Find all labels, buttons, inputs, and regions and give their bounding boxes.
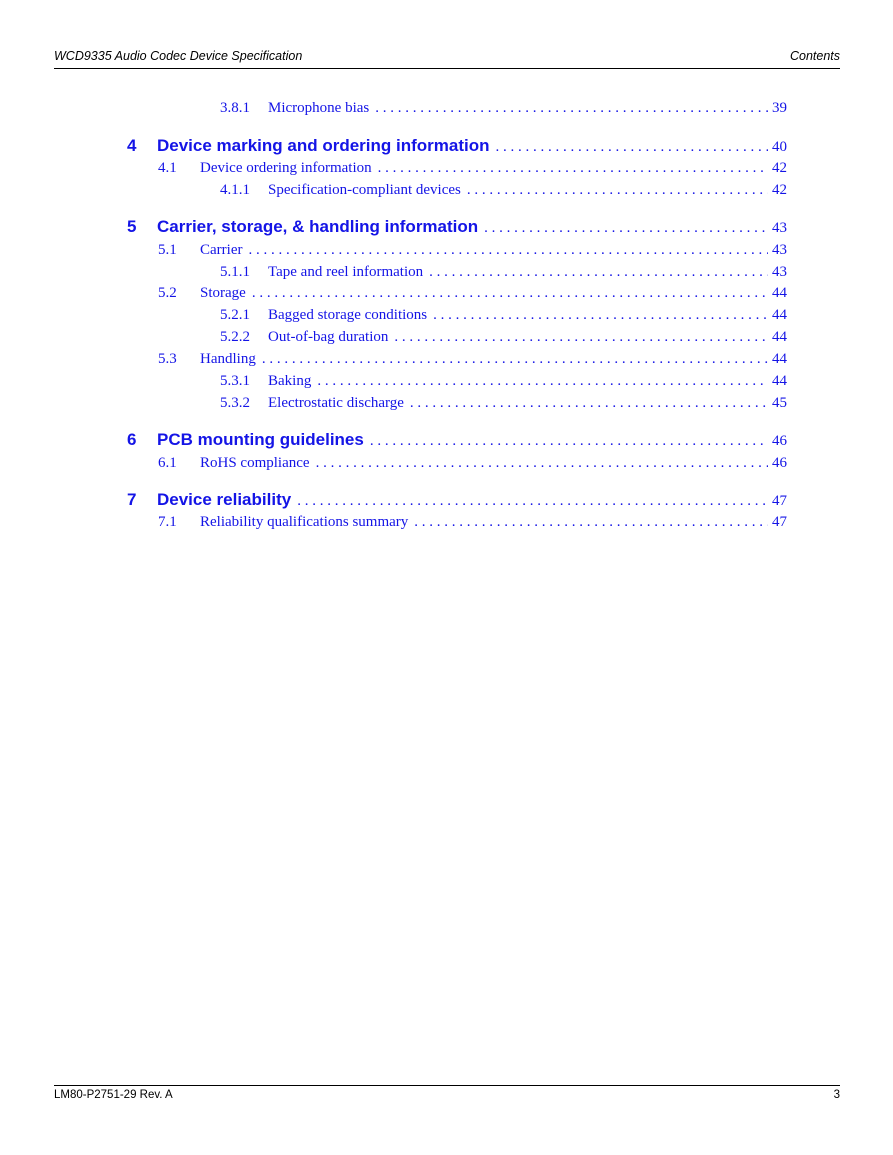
toc-entry-5-1[interactable]: 5.1 Carrier . . . 43: [158, 242, 787, 262]
toc-entry-5-3[interactable]: 5.3 Handling . . . 44: [158, 351, 787, 371]
toc-entry-3-8-1[interactable]: 3.8.1 Microphone bias . . . 39: [220, 100, 787, 120]
toc-entry-4-1-1[interactable]: 4.1.1 Specification-compliant devices . . . 42: [220, 182, 787, 202]
toc-entry-6-1[interactable]: 6.1 RoHS compliance . . . 46: [158, 455, 787, 475]
toc-entry-7-1[interactable]: 7.1 Reliability qualifications summary . . . 47: [158, 514, 787, 534]
toc-entry-5-2-1[interactable]: 5.2.1 Bagged storage conditions . . . 44: [220, 307, 787, 327]
toc-entry-5-3-1[interactable]: 5.3.1 Baking . . . 44: [220, 373, 787, 393]
document-title: WCD9335 Audio Codec Device Specification: [54, 49, 303, 63]
toc-entry-5-2[interactable]: 5.2 Storage . . . 44: [158, 285, 787, 305]
section-name: Contents: [789, 49, 840, 63]
page-header: [54, 48, 840, 69]
document-number: LM80-P2751-29 Rev. A: [54, 1089, 173, 1101]
toc-entry-5[interactable]: 5 Carrier, storage, & handling information . . . 43: [127, 217, 787, 239]
toc-entry-5-2-2[interactable]: 5.2.2 Out-of-bag duration . . . 44: [220, 329, 787, 349]
page-footer: [54, 1085, 840, 1106]
page-number: 3: [833, 1089, 840, 1101]
toc-entry-6[interactable]: 6 PCB mounting guidelines . . . 46: [127, 430, 787, 452]
toc-entry-5-1-1[interactable]: 5.1.1 Tape and reel information . . . 43: [220, 264, 787, 284]
toc-entry-7[interactable]: 7 Device reliability . . . 47: [127, 490, 787, 512]
toc-entry-4[interactable]: 4 Device marking and ordering information . . . 40: [127, 136, 787, 158]
toc-entry-4-1[interactable]: 4.1 Device ordering information . . . 42: [158, 160, 787, 180]
toc-entry-5-3-2[interactable]: 5.3.2 Electrostatic discharge . . . 45: [220, 395, 787, 415]
